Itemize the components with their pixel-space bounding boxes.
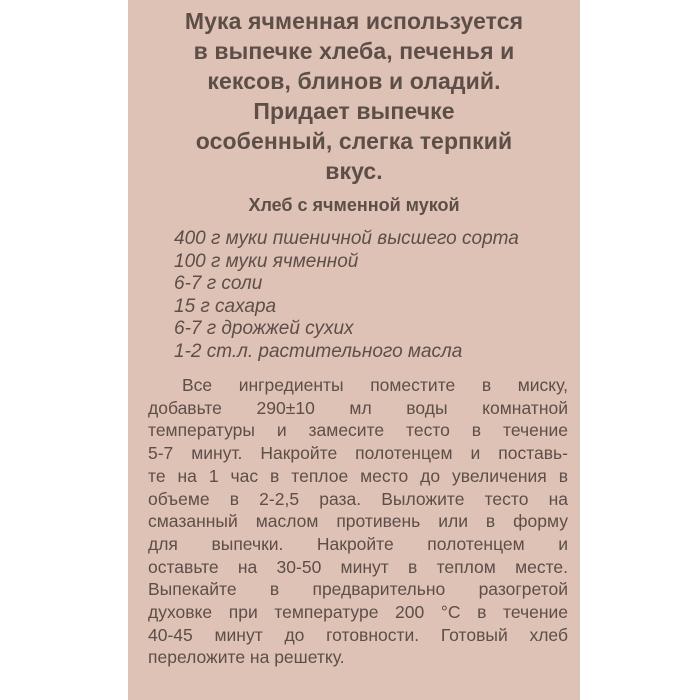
method-line: те на 1 час в теплое место до увеличения в [148,465,568,486]
intro-line: кексов, блинов и оладий. [207,68,501,94]
ingredients-list [174,228,574,363]
method-line: добавьте 290±10 мл воды комнатной [148,397,568,418]
intro-line: особенный, слегка терпкий [195,128,513,154]
method-text [148,374,568,669]
recipe-panel [128,0,580,700]
method-line: Выпекайте в предварительно разогретой [148,579,568,600]
method-line: Все ингредиенты поместите в миску, [182,375,568,395]
method-line: духовке при температуре 200 °С в течение [148,602,568,623]
recipe-title: Хлеб с ячменной мукой [248,195,460,215]
ingredient-item: 6-7 г дрожжей сухих [174,318,354,339]
method-line: 5-7 минут. Накройте полотенцем и поставь- [148,443,568,464]
ingredient-item: 6-7 г соли [174,273,263,294]
ingredient-item: 100 г муки ячменной [174,250,359,272]
method-line: температуры и замесите тесто в течение [148,420,568,441]
method-line: переложите на решетку. [148,647,345,668]
intro-line: Придает выпечке [253,98,455,124]
intro-line: в выпечке хлеба, печенья и [193,38,515,64]
method-line: смазанный маслом противень или в форму [148,511,568,532]
ingredient-item: 400 г муки пшеничной высшего сорта [174,228,519,249]
method-line: 40-45 минут до готовности. Готовый хлеб [148,624,568,645]
method-line: объеме в 2-2,5 раза. Выложите тесто на [148,488,568,509]
method-line: для выпечки. Накройте полотенцем и [148,533,568,554]
intro-line: вкус. [325,158,383,184]
ingredient-item: 15 г сахара [174,295,277,317]
ingredient-item: 1-2 ст.л. растительного масла [174,340,463,362]
method-line: оставьте на 30-50 минут в теплом месте. [148,556,568,577]
intro-line: Мука ячменная используется [184,8,524,34]
intro-text [128,6,580,186]
